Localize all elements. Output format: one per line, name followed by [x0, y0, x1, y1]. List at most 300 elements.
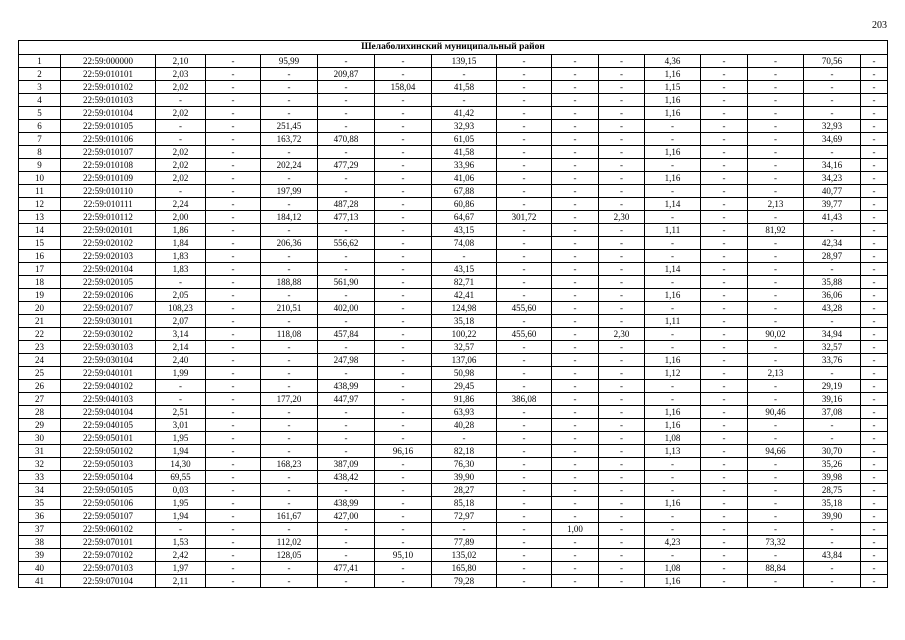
value-cell: -: [206, 224, 261, 237]
value-cell: -: [861, 471, 888, 484]
value-cell: -: [599, 575, 645, 588]
row-number-cell: 1: [19, 55, 61, 68]
value-cell: 77,89: [432, 536, 497, 549]
value-cell: -: [497, 523, 552, 536]
value-cell: -: [432, 523, 497, 536]
value-cell: -: [375, 536, 432, 549]
value-cell: -: [156, 276, 206, 289]
value-cell: -: [497, 575, 552, 588]
value-cell: 561,90: [318, 276, 375, 289]
value-cell: -: [701, 172, 748, 185]
value-cell: -: [599, 159, 645, 172]
table-row: [19, 94, 888, 107]
value-cell: 168,23: [261, 458, 318, 471]
value-cell: -: [497, 458, 552, 471]
value-cell: -: [804, 432, 861, 445]
table-row: [19, 510, 888, 523]
value-cell: -: [748, 250, 804, 263]
value-cell: -: [206, 107, 261, 120]
value-cell: -: [206, 211, 261, 224]
value-cell: -: [206, 185, 261, 198]
value-cell: -: [861, 68, 888, 81]
value-cell: -: [861, 315, 888, 328]
value-cell: -: [261, 380, 318, 393]
cadastral-quarter-cell: 22:59:010104: [61, 107, 156, 120]
table-row: [19, 458, 888, 471]
value-cell: 1,08: [645, 562, 701, 575]
value-cell: -: [701, 81, 748, 94]
value-cell: -: [701, 341, 748, 354]
value-cell: -: [552, 250, 599, 263]
value-cell: -: [206, 536, 261, 549]
row-number-cell: 7: [19, 133, 61, 146]
value-cell: -: [206, 315, 261, 328]
cadastral-quarter-cell: 22:59:010110: [61, 185, 156, 198]
value-cell: -: [599, 536, 645, 549]
value-cell: -: [748, 133, 804, 146]
value-cell: -: [701, 497, 748, 510]
value-cell: -: [318, 172, 375, 185]
row-number-cell: 40: [19, 562, 61, 575]
value-cell: 1,16: [645, 172, 701, 185]
table-row: [19, 523, 888, 536]
value-cell: -: [861, 172, 888, 185]
value-cell: -: [861, 484, 888, 497]
value-cell: -: [599, 68, 645, 81]
table-row: [19, 302, 888, 315]
cadastral-quarter-cell: 22:59:050101: [61, 432, 156, 445]
value-cell: -: [599, 562, 645, 575]
value-cell: -: [552, 471, 599, 484]
value-cell: -: [552, 380, 599, 393]
value-cell: -: [318, 575, 375, 588]
value-cell: -: [206, 471, 261, 484]
value-cell: -: [261, 146, 318, 159]
value-cell: -: [261, 68, 318, 81]
value-cell: 1,16: [645, 354, 701, 367]
value-cell: -: [701, 575, 748, 588]
value-cell: -: [552, 94, 599, 107]
row-number-cell: 8: [19, 146, 61, 159]
value-cell: -: [318, 523, 375, 536]
row-number-cell: 24: [19, 354, 61, 367]
value-cell: -: [206, 562, 261, 575]
value-cell: -: [599, 406, 645, 419]
value-cell: -: [375, 393, 432, 406]
cadastral-quarter-cell: 22:59:020102: [61, 237, 156, 250]
value-cell: -: [861, 523, 888, 536]
table-row: [19, 484, 888, 497]
value-cell: 69,55: [156, 471, 206, 484]
value-cell: -: [206, 445, 261, 458]
value-cell: -: [861, 289, 888, 302]
value-cell: 124,98: [432, 302, 497, 315]
value-cell: 32,93: [804, 120, 861, 133]
value-cell: -: [261, 224, 318, 237]
table-row: [19, 471, 888, 484]
value-cell: -: [552, 185, 599, 198]
value-cell: -: [599, 315, 645, 328]
table-row: [19, 575, 888, 588]
value-cell: -: [375, 484, 432, 497]
table-row: [19, 68, 888, 81]
value-cell: 96,16: [375, 445, 432, 458]
cadastral-quarter-cell: 22:59:040102: [61, 380, 156, 393]
value-cell: -: [206, 94, 261, 107]
value-cell: 1,16: [645, 146, 701, 159]
value-cell: -: [552, 107, 599, 120]
value-cell: -: [497, 224, 552, 237]
value-cell: 1,86: [156, 224, 206, 237]
value-cell: -: [261, 471, 318, 484]
value-cell: 34,69: [804, 133, 861, 146]
value-cell: -: [552, 536, 599, 549]
value-cell: -: [701, 211, 748, 224]
value-cell: -: [748, 484, 804, 497]
value-cell: -: [318, 367, 375, 380]
value-cell: -: [748, 211, 804, 224]
value-cell: 85,18: [432, 497, 497, 510]
value-cell: -: [261, 250, 318, 263]
value-cell: -: [701, 523, 748, 536]
value-cell: -: [497, 146, 552, 159]
table-row: [19, 445, 888, 458]
value-cell: -: [206, 133, 261, 146]
value-cell: -: [375, 250, 432, 263]
value-cell: 457,84: [318, 328, 375, 341]
value-cell: 438,42: [318, 471, 375, 484]
value-cell: 1,14: [645, 198, 701, 211]
value-cell: -: [861, 211, 888, 224]
value-cell: -: [645, 250, 701, 263]
value-cell: -: [552, 120, 599, 133]
row-number-cell: 12: [19, 198, 61, 211]
value-cell: -: [206, 159, 261, 172]
value-cell: -: [497, 289, 552, 302]
value-cell: -: [748, 55, 804, 68]
value-cell: -: [701, 289, 748, 302]
row-number-cell: 33: [19, 471, 61, 484]
value-cell: 438,99: [318, 497, 375, 510]
value-cell: -: [861, 562, 888, 575]
value-cell: -: [552, 575, 599, 588]
value-cell: 43,28: [804, 302, 861, 315]
cadastral-quarter-cell: 22:59:010102: [61, 81, 156, 94]
value-cell: -: [206, 380, 261, 393]
value-cell: 1,95: [156, 497, 206, 510]
value-cell: -: [599, 250, 645, 263]
value-cell: 1,95: [156, 432, 206, 445]
value-cell: -: [156, 185, 206, 198]
value-cell: -: [552, 341, 599, 354]
value-cell: 470,88: [318, 133, 375, 146]
value-cell: -: [861, 328, 888, 341]
cadastral-quarter-cell: 22:59:070104: [61, 575, 156, 588]
value-cell: -: [375, 367, 432, 380]
cadastral-quarter-cell: 22:59:050107: [61, 510, 156, 523]
value-cell: 477,29: [318, 159, 375, 172]
cadastral-value-table: [18, 40, 888, 588]
value-cell: 197,99: [261, 185, 318, 198]
value-cell: -: [701, 328, 748, 341]
value-cell: -: [599, 55, 645, 68]
value-cell: -: [552, 133, 599, 146]
value-cell: 2,30: [599, 328, 645, 341]
value-cell: -: [497, 536, 552, 549]
value-cell: 135,02: [432, 549, 497, 562]
value-cell: -: [645, 458, 701, 471]
value-cell: -: [748, 380, 804, 393]
value-cell: -: [599, 458, 645, 471]
value-cell: 487,28: [318, 198, 375, 211]
row-number-cell: 15: [19, 237, 61, 250]
cadastral-quarter-cell: 22:59:010108: [61, 159, 156, 172]
value-cell: 41,43: [804, 211, 861, 224]
value-cell: 41,58: [432, 81, 497, 94]
value-cell: -: [748, 432, 804, 445]
value-cell: -: [552, 146, 599, 159]
value-cell: 1,12: [645, 367, 701, 380]
value-cell: 247,98: [318, 354, 375, 367]
value-cell: -: [599, 107, 645, 120]
district-title-row: [19, 41, 888, 55]
value-cell: -: [156, 523, 206, 536]
value-cell: -: [599, 549, 645, 562]
value-cell: -: [497, 81, 552, 94]
value-cell: 1,16: [645, 406, 701, 419]
value-cell: -: [552, 302, 599, 315]
value-cell: 0,03: [156, 484, 206, 497]
table-row: [19, 432, 888, 445]
value-cell: -: [206, 302, 261, 315]
value-cell: 36,06: [804, 289, 861, 302]
value-cell: -: [701, 419, 748, 432]
row-number-cell: 32: [19, 458, 61, 471]
value-cell: 2,24: [156, 198, 206, 211]
value-cell: -: [552, 172, 599, 185]
value-cell: -: [748, 172, 804, 185]
table-row: [19, 536, 888, 549]
value-cell: 202,24: [261, 159, 318, 172]
value-cell: -: [552, 159, 599, 172]
value-cell: 2,30: [599, 211, 645, 224]
cadastral-quarter-cell: 22:59:010109: [61, 172, 156, 185]
value-cell: -: [375, 302, 432, 315]
value-cell: 95,10: [375, 549, 432, 562]
value-cell: -: [645, 471, 701, 484]
value-cell: -: [645, 237, 701, 250]
value-cell: -: [375, 458, 432, 471]
table-row: [19, 133, 888, 146]
value-cell: -: [432, 432, 497, 445]
value-cell: 438,99: [318, 380, 375, 393]
table-row: [19, 419, 888, 432]
value-cell: 139,15: [432, 55, 497, 68]
value-cell: 118,08: [261, 328, 318, 341]
value-cell: -: [861, 146, 888, 159]
value-cell: -: [552, 458, 599, 471]
row-number-cell: 35: [19, 497, 61, 510]
value-cell: -: [497, 419, 552, 432]
table-row: [19, 341, 888, 354]
value-cell: -: [861, 432, 888, 445]
value-cell: -: [748, 549, 804, 562]
value-cell: -: [804, 94, 861, 107]
value-cell: -: [599, 172, 645, 185]
value-cell: -: [701, 107, 748, 120]
value-cell: -: [375, 107, 432, 120]
value-cell: -: [318, 341, 375, 354]
value-cell: -: [497, 315, 552, 328]
value-cell: -: [375, 510, 432, 523]
value-cell: -: [375, 172, 432, 185]
cadastral-quarter-cell: 22:59:060102: [61, 523, 156, 536]
value-cell: -: [432, 94, 497, 107]
value-cell: -: [748, 510, 804, 523]
value-cell: -: [701, 224, 748, 237]
value-cell: -: [804, 419, 861, 432]
value-cell: -: [701, 315, 748, 328]
value-cell: -: [552, 263, 599, 276]
value-cell: -: [497, 68, 552, 81]
value-cell: -: [497, 549, 552, 562]
value-cell: -: [318, 406, 375, 419]
value-cell: -: [156, 393, 206, 406]
value-cell: 40,77: [804, 185, 861, 198]
value-cell: -: [701, 458, 748, 471]
cadastral-quarter-cell: 22:59:030104: [61, 354, 156, 367]
row-number-cell: 36: [19, 510, 61, 523]
value-cell: -: [748, 237, 804, 250]
value-cell: -: [599, 198, 645, 211]
value-cell: -: [701, 68, 748, 81]
value-cell: 2,02: [156, 159, 206, 172]
value-cell: -: [552, 562, 599, 575]
value-cell: -: [375, 237, 432, 250]
value-cell: -: [261, 81, 318, 94]
value-cell: -: [261, 172, 318, 185]
row-number-cell: 39: [19, 549, 61, 562]
cadastral-quarter-cell: 22:59:010107: [61, 146, 156, 159]
table-row: [19, 185, 888, 198]
value-cell: -: [206, 172, 261, 185]
value-cell: 90,46: [748, 406, 804, 419]
table-row: [19, 380, 888, 393]
value-cell: -: [599, 120, 645, 133]
row-number-cell: 23: [19, 341, 61, 354]
cadastral-quarter-cell: 22:59:020103: [61, 250, 156, 263]
value-cell: -: [375, 55, 432, 68]
value-cell: 29,19: [804, 380, 861, 393]
value-cell: -: [497, 406, 552, 419]
value-cell: -: [261, 354, 318, 367]
value-cell: 41,42: [432, 107, 497, 120]
value-cell: 1,83: [156, 263, 206, 276]
value-cell: -: [748, 302, 804, 315]
row-number-cell: 37: [19, 523, 61, 536]
value-cell: -: [861, 185, 888, 198]
cadastral-quarter-cell: 22:59:010103: [61, 94, 156, 107]
value-cell: -: [261, 445, 318, 458]
value-cell: -: [552, 497, 599, 510]
cadastral-quarter-cell: 22:59:070102: [61, 549, 156, 562]
value-cell: -: [497, 263, 552, 276]
value-cell: -: [748, 159, 804, 172]
table-row: [19, 393, 888, 406]
value-cell: 1,53: [156, 536, 206, 549]
row-number-cell: 30: [19, 432, 61, 445]
value-cell: -: [861, 250, 888, 263]
table-row: [19, 354, 888, 367]
value-cell: -: [375, 276, 432, 289]
value-cell: -: [748, 315, 804, 328]
value-cell: 2,40: [156, 354, 206, 367]
table-row: [19, 315, 888, 328]
value-cell: -: [318, 185, 375, 198]
value-cell: -: [497, 341, 552, 354]
value-cell: 33,96: [432, 159, 497, 172]
cadastral-quarter-cell: 22:59:040103: [61, 393, 156, 406]
value-cell: -: [861, 497, 888, 510]
value-cell: -: [261, 94, 318, 107]
value-cell: -: [701, 198, 748, 211]
value-cell: -: [552, 367, 599, 380]
value-cell: -: [318, 107, 375, 120]
value-cell: 37,08: [804, 406, 861, 419]
value-cell: -: [261, 263, 318, 276]
value-cell: 79,28: [432, 575, 497, 588]
value-cell: -: [599, 185, 645, 198]
value-cell: -: [748, 575, 804, 588]
value-cell: -: [206, 120, 261, 133]
value-cell: -: [206, 419, 261, 432]
value-cell: 1,11: [645, 315, 701, 328]
row-number-cell: 31: [19, 445, 61, 458]
cadastral-quarter-cell: 22:59:020101: [61, 224, 156, 237]
cadastral-quarter-cell: 22:59:050103: [61, 458, 156, 471]
value-cell: 161,67: [261, 510, 318, 523]
value-cell: -: [375, 68, 432, 81]
value-cell: 90,02: [748, 328, 804, 341]
value-cell: -: [701, 354, 748, 367]
value-cell: 82,18: [432, 445, 497, 458]
value-cell: -: [497, 484, 552, 497]
value-cell: -: [206, 81, 261, 94]
row-number-cell: 29: [19, 419, 61, 432]
value-cell: -: [861, 393, 888, 406]
value-cell: 137,06: [432, 354, 497, 367]
value-cell: 301,72: [497, 211, 552, 224]
value-cell: 35,18: [804, 497, 861, 510]
value-cell: 2,51: [156, 406, 206, 419]
value-cell: -: [804, 315, 861, 328]
value-cell: 88,84: [748, 562, 804, 575]
value-cell: -: [206, 484, 261, 497]
value-cell: -: [497, 237, 552, 250]
value-cell: -: [318, 419, 375, 432]
row-number-cell: 19: [19, 289, 61, 302]
value-cell: -: [599, 302, 645, 315]
table-row: [19, 237, 888, 250]
value-cell: -: [748, 68, 804, 81]
value-cell: -: [497, 380, 552, 393]
value-cell: 100,22: [432, 328, 497, 341]
value-cell: 81,92: [748, 224, 804, 237]
value-cell: -: [497, 432, 552, 445]
value-cell: 41,58: [432, 146, 497, 159]
value-cell: 33,76: [804, 354, 861, 367]
value-cell: -: [206, 341, 261, 354]
